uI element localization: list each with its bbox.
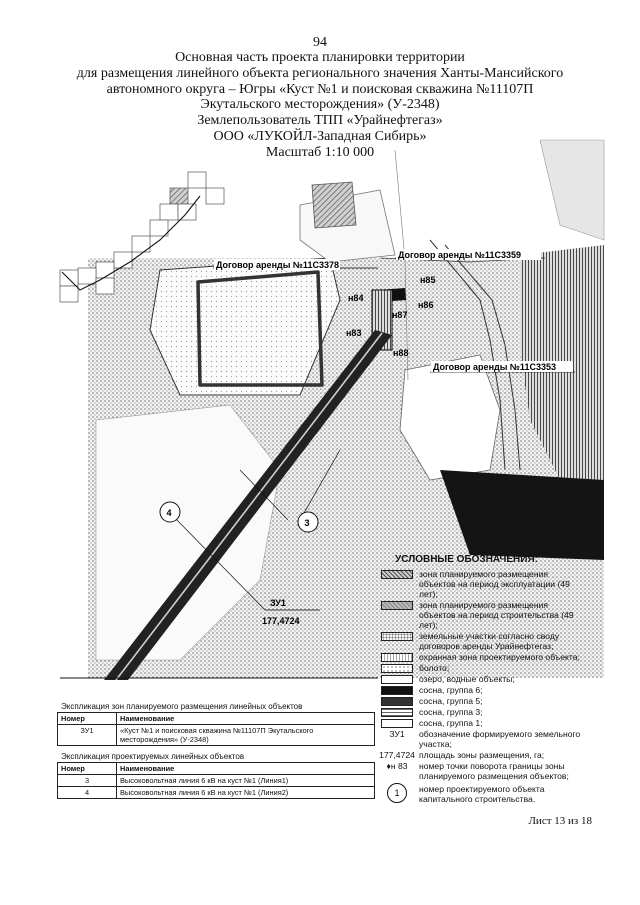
table-cell: «Куст №1 и поисковая скважина №11107П Экутальского месторождения» (У-2348) [117, 725, 375, 746]
legend-swatch [381, 697, 413, 706]
legend-text: зона планируемого размещения объектов на период строительства (49 лет); [419, 600, 574, 630]
legend-swatch [381, 719, 413, 728]
line-marker-label: 3 [304, 518, 310, 528]
legend-text: зона планируемого размещения объектов на период эксплуатации (49 лет); [419, 569, 570, 599]
legend-swatch [381, 632, 413, 641]
lease-label: Договор аренды №11С3378 [216, 260, 339, 270]
point-label: н84 [348, 293, 364, 303]
point-label: н83 [346, 328, 362, 338]
legend-item [377, 600, 587, 630]
forest-dark [540, 140, 604, 240]
table-header: Наименование [117, 763, 375, 775]
point-label: н87 [392, 310, 408, 320]
legend-item [377, 750, 587, 760]
legend-code: ♦н 83 [386, 761, 408, 771]
legend-item [377, 631, 587, 651]
legend-item [377, 761, 587, 781]
zone-area: 177,4724 [262, 616, 300, 626]
point-label: н85 [420, 275, 436, 285]
table-row [58, 775, 375, 787]
point-label: н86 [418, 300, 434, 310]
zone-code: ЗУ1 [270, 598, 286, 608]
table-caption: Экспликация зон планируемого размещения линейных объектов [61, 702, 303, 711]
legend-text: номер точки поворота границы зоны планируемого размещения объектов; [419, 761, 569, 781]
table-header-row [58, 713, 375, 725]
zones-table [57, 712, 375, 746]
legend-text: сосна, группа 6; [419, 685, 483, 695]
construction-zone [312, 182, 356, 228]
legend-swatch [381, 570, 413, 579]
legend-text: сосна, группа 5; [419, 696, 483, 706]
table-header: Наименование [117, 713, 375, 725]
title-line: Землепользователь ТПП «Урайнефтегаз» [197, 113, 443, 129]
legend-code: 177,4724 [379, 750, 415, 760]
legend-item [377, 707, 587, 717]
legend-text: озеро, водные объекты; [419, 674, 515, 684]
legend-item [377, 729, 587, 749]
point-label: н88 [393, 348, 409, 358]
legend-item [377, 718, 587, 728]
legend-circle-icon: 1 [387, 783, 407, 803]
legend-item [377, 663, 587, 673]
map-legend [377, 555, 587, 805]
title-line: ООО «ЛУКОЙЛ-Западная Сибирь» [213, 128, 427, 144]
legend-text: сосна, группа 1; [419, 718, 483, 728]
objects-table [57, 762, 375, 799]
legend-text: сосна, группа 3; [419, 707, 483, 717]
legend-swatch [381, 686, 413, 695]
title-line: Экутальского месторождения» (У-2348) [200, 97, 440, 113]
line-marker-label: 4 [166, 508, 172, 518]
legend-swatch [381, 708, 413, 717]
legend-text: обозначение формируемого земельного участка; [419, 729, 581, 749]
lease-label: Договор аренды №11С3359 [398, 250, 521, 260]
table-header: Номер [58, 763, 117, 775]
legend-item [377, 784, 587, 804]
title-line: Основная часть проекта планировки территории [175, 50, 465, 65]
table-header-row [58, 763, 375, 775]
legend-item [377, 569, 587, 599]
legend-swatch [381, 601, 413, 610]
legend-item [377, 696, 587, 706]
legend-item [377, 674, 587, 684]
table-header: Номер [58, 713, 117, 725]
table-cell: 4 [58, 787, 117, 799]
legend-swatch [381, 675, 413, 684]
explication-tables [57, 702, 375, 799]
title-line: для размещения линейного объекта регионального значения Ханты-Мансийского [76, 65, 564, 81]
legend-text: болото; [419, 663, 450, 673]
page-number: 94 [313, 35, 327, 50]
legend-item [377, 652, 587, 662]
table-cell: 3 [58, 775, 117, 787]
table-cell: Высоковольтная линия 6 кВ на куст №1 (Линия1) [117, 775, 375, 787]
table-row [58, 787, 375, 799]
legend-swatch [381, 664, 413, 673]
legend-text: земельные участки согласно своду договоров аренды Урайнефтегаз; [419, 631, 560, 651]
legend-text: номер проектируемого объекта капитального строительства. [419, 784, 545, 804]
table-cell: ЗУ1 [58, 725, 117, 746]
table-row [58, 725, 375, 746]
sheet-label: Лист 13 из 18 [528, 815, 592, 827]
legend-text: охранная зона проектируемого объекта; [419, 652, 580, 662]
lease-label: Договор аренды №11С3353 [433, 362, 556, 372]
legend-swatch [381, 653, 413, 662]
table-caption: Экспликация проектируемых линейных объектов [61, 752, 245, 761]
legend-text: площадь зоны размещения, га; [419, 750, 545, 760]
table-cell: Высоковольтная линия 6 кВ на куст №1 (Линия2) [117, 787, 375, 799]
legend-code: ЗУ1 [389, 729, 405, 739]
scale-label: Масштаб 1:10 000 [265, 144, 375, 160]
legend-title: УСЛОВНЫЕ ОБОЗНАЧЕНИЯ: [395, 554, 538, 565]
title-line: автономного округа – Югры «Куст №1 и поисковая скважина №11107П [106, 81, 534, 97]
legend-item [377, 685, 587, 695]
